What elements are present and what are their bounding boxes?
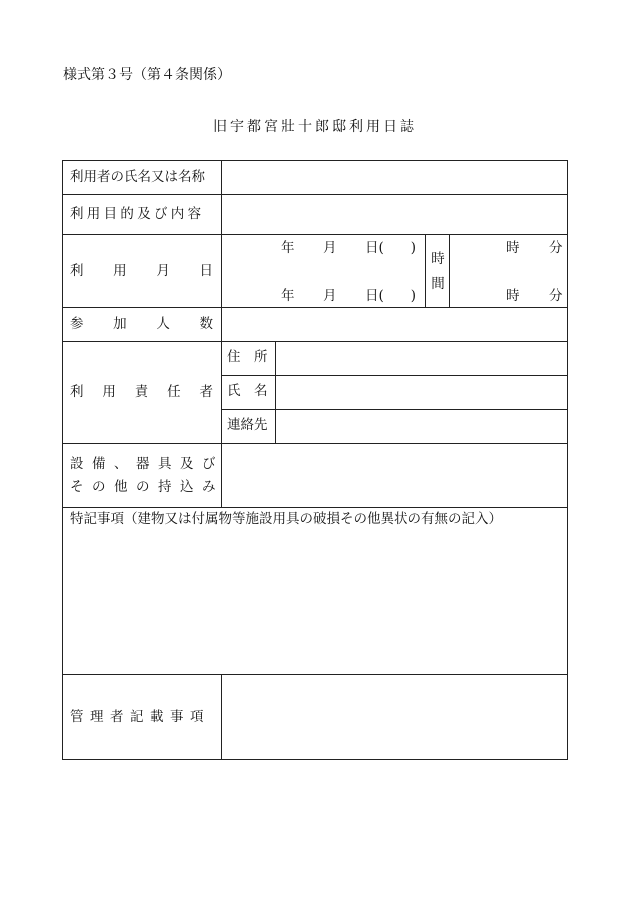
label-responsible: 利 用 責 任 者 bbox=[70, 384, 213, 400]
row-divider bbox=[221, 409, 567, 410]
label-remarks bbox=[58, 511, 502, 527]
time-minute-1: 分 bbox=[549, 240, 563, 256]
date-month-1: 月 bbox=[323, 240, 337, 256]
row-divider bbox=[63, 507, 567, 508]
date-year-2: 年 bbox=[281, 288, 295, 304]
row-divider bbox=[63, 194, 567, 195]
label-equipment-line2: その他の持込み bbox=[70, 479, 224, 495]
label-contact: 連絡先 bbox=[227, 417, 268, 433]
label-purpose: 利用目的及び内容 bbox=[70, 206, 205, 222]
date-year-1: 年 bbox=[281, 240, 295, 256]
column-divider bbox=[221, 674, 222, 759]
usage-log-table bbox=[62, 160, 568, 760]
date-day-2: 日( ) bbox=[365, 288, 417, 304]
column-divider bbox=[275, 341, 276, 443]
form-number: 様式第３号（第４条関係） bbox=[63, 67, 231, 83]
label-usage-date: 利 用 月 日 bbox=[70, 263, 213, 279]
date-month-2: 月 bbox=[323, 288, 337, 304]
label-remarks-text: 特記事項（建物又は付属物等施設用具の破損その他異状の有無の記入） bbox=[70, 511, 502, 527]
date-day-1: 日( ) bbox=[365, 240, 417, 256]
label-participants: 参 加 人 数 bbox=[70, 316, 213, 332]
row-divider bbox=[63, 234, 567, 235]
row-divider bbox=[63, 341, 567, 342]
label-time-top: 時 bbox=[431, 251, 445, 267]
label-time-bottom: 間 bbox=[431, 275, 445, 292]
document-title: 旧宇都宮壯十郎邸利用日誌 bbox=[213, 119, 417, 135]
time-minute-2: 分 bbox=[549, 288, 563, 304]
label-name: 氏 名 bbox=[227, 383, 268, 399]
row-divider bbox=[63, 443, 567, 444]
column-divider bbox=[449, 234, 450, 307]
label-address: 住 所 bbox=[227, 349, 268, 365]
row-divider bbox=[63, 674, 567, 675]
label-admin: 管理者記載事項 bbox=[70, 709, 210, 725]
row-divider bbox=[221, 375, 567, 376]
label-time bbox=[430, 253, 446, 291]
row-divider bbox=[63, 307, 567, 308]
time-hour-1: 時 bbox=[506, 240, 520, 256]
column-divider bbox=[425, 234, 426, 307]
label-equipment-line1: 設備、器具及び bbox=[70, 456, 224, 472]
label-user-name: 利用者の氏名又は名称 bbox=[70, 169, 205, 185]
time-hour-2: 時 bbox=[506, 288, 520, 304]
